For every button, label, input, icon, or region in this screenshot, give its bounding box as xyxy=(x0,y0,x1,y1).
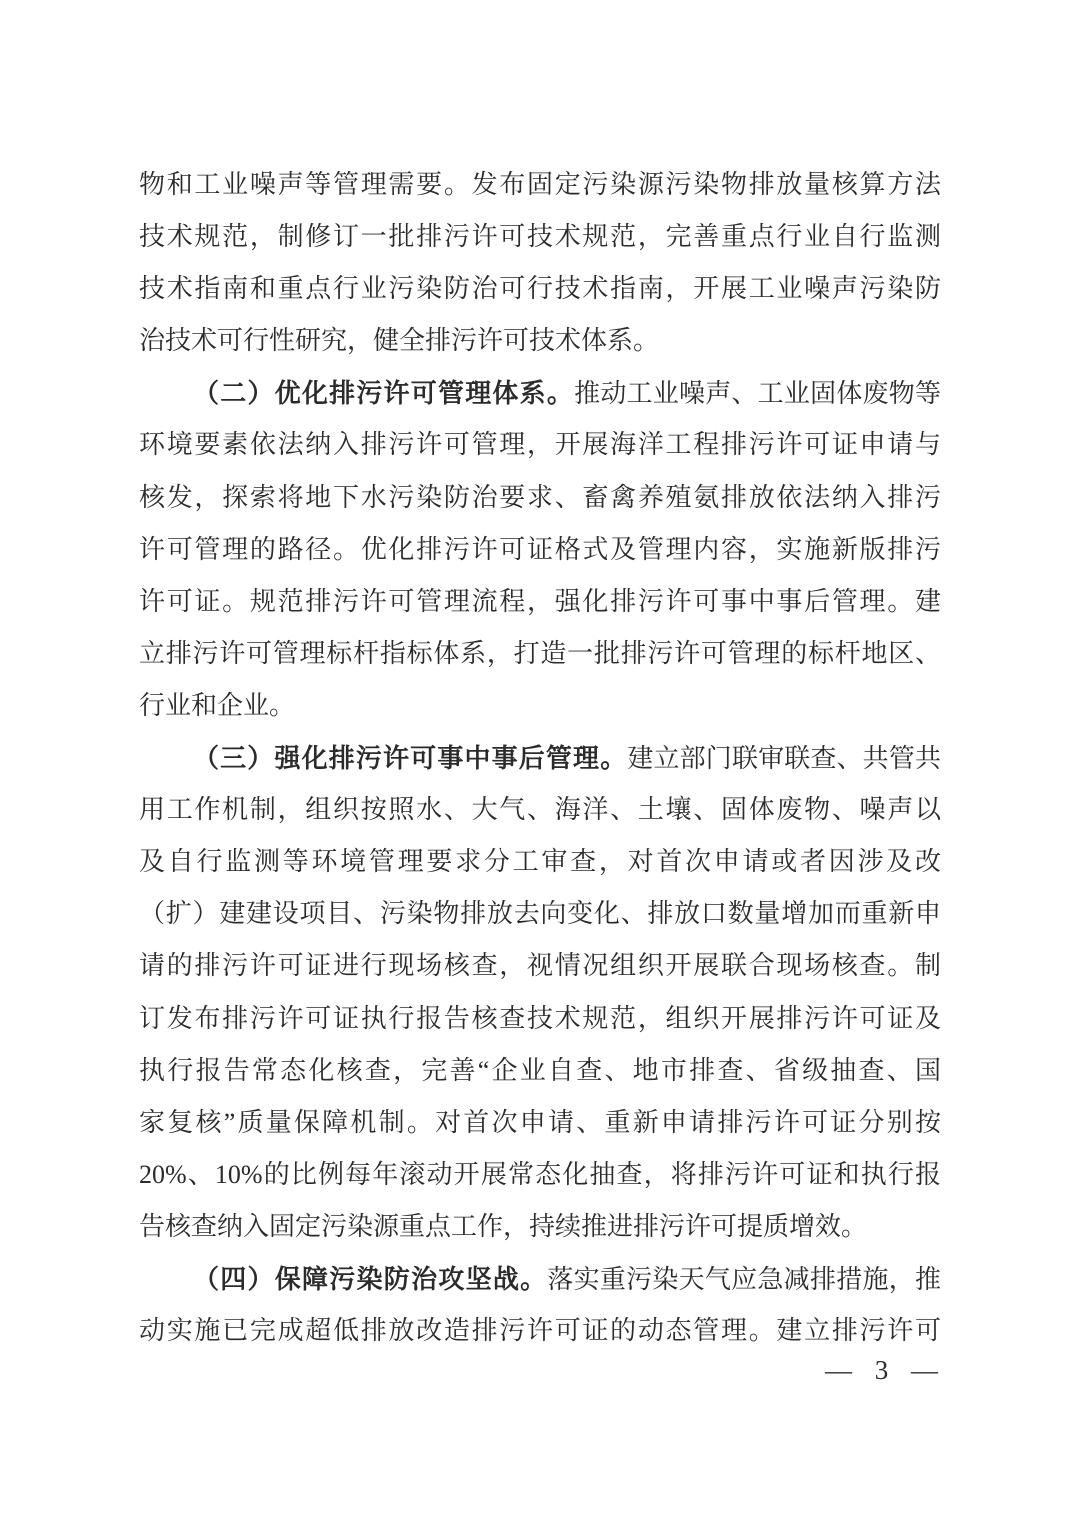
line-text: 请的排污许可证进行现场核查，视情况组织开展联合现场核查。制 xyxy=(139,951,941,981)
text-line xyxy=(139,419,941,471)
line-text: 用工作机制，组织按照水、大气、海洋、土壤、固体废物、噪声以 xyxy=(139,795,941,825)
text-line xyxy=(139,367,941,419)
page-number: — 3 — xyxy=(825,1355,940,1385)
line-text: 订发布排污许可证执行报告核查技术规范，组织开展排污许可证及 xyxy=(139,1003,941,1033)
text-line xyxy=(139,1201,941,1253)
text-line xyxy=(139,680,941,732)
section-heading: （二）优化排污许可管理体系。 xyxy=(193,378,575,409)
line-text: 建立部门联审联查、共管共 xyxy=(627,744,941,774)
section-heading: （四）保障污染防治攻坚战。 xyxy=(193,1263,548,1294)
text-line xyxy=(139,784,941,836)
line-text: （扩）建建设项目、污染物排放去向变化、排放口数量增加而重新申 xyxy=(139,899,941,929)
text-line xyxy=(139,993,941,1045)
line-text: 核发，探索将地下水污染防治要求、畜禽养殖氨排放依法纳入排污 xyxy=(139,482,941,512)
line-text: 治技术可行性研究，健全排污许可技术体系。 xyxy=(139,326,660,356)
text-line xyxy=(139,628,941,680)
text-line xyxy=(139,732,941,784)
line-text: 家复核”质量保障机制。对首次申请、重新申请排污许可证分别按 xyxy=(139,1107,941,1137)
line-text: 物和工业噪声等管理需要。发布固定污染源污染物排放量核算方法 xyxy=(139,170,941,199)
text-line xyxy=(139,940,941,992)
line-text: 行业和企业。 xyxy=(139,690,296,720)
text-line xyxy=(139,836,941,888)
text-line xyxy=(139,1045,941,1097)
text-line xyxy=(139,524,941,576)
line-text: 许可证。规范排污许可管理流程，强化排污许可事中事后管理。建 xyxy=(139,586,941,616)
text-line xyxy=(139,1305,941,1357)
line-text: 立排污许可管理标杆指标体系，打造一批排污许可管理的标杆地区、 xyxy=(139,638,941,668)
text-line xyxy=(139,1253,941,1305)
line-text: 执行报告常态化核查，完善“企业自查、地市排查、省级抽查、国 xyxy=(139,1055,941,1085)
line-text: 及自行监测等环境管理要求分工审查，对首次申请或者因涉及改 xyxy=(139,847,941,877)
line-text: 环境要素依法纳入排污许可管理，开展海洋工程排污许可证申请与 xyxy=(139,430,941,460)
line-text: 技术指南和重点行业污染防治可行技术指南，开展工业噪声污染防 xyxy=(139,274,941,304)
text-line xyxy=(139,315,941,367)
text-line xyxy=(139,888,941,940)
line-text: 告核查纳入固定污染源重点工作，持续推进排污许可提质增效。 xyxy=(139,1211,868,1241)
text-line xyxy=(139,472,941,524)
document-body xyxy=(139,159,941,1357)
text-line xyxy=(139,1149,941,1201)
line-text: 20%、10%的比例每年滚动开展常态化抽查，将排污许可证和执行报 xyxy=(139,1159,941,1189)
text-line xyxy=(139,211,941,263)
text-line xyxy=(139,576,941,628)
line-text: 许可管理的路径。优化排污许可证格式及管理内容，实施新版排污 xyxy=(139,534,941,564)
section-heading: （三）强化排污许可事中事后管理。 xyxy=(193,743,628,774)
line-text: 推动工业噪声、工业固体废物等 xyxy=(574,379,941,409)
line-text: 落实重污染天气应急减排措施，推 xyxy=(547,1264,941,1294)
text-line xyxy=(139,159,941,211)
text-line xyxy=(139,263,941,315)
text-line xyxy=(139,1097,941,1149)
line-text: 动实施已完成超低排放改造排污许可证的动态管理。建立排污许可 xyxy=(139,1316,941,1346)
line-text: 技术规范，制修订一批排污许可技术规范，完善重点行业自行监测 xyxy=(139,222,941,252)
